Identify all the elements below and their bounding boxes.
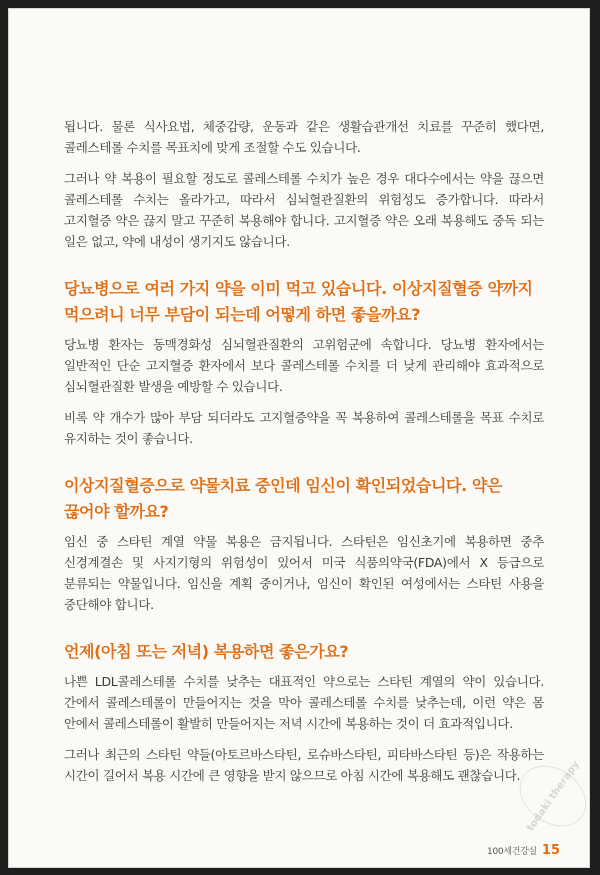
question-heading: 언제(아침 또는 저녁) 복용하면 좋은가요? xyxy=(64,642,349,661)
question-heading: 이상지질혈증으로 약물치료 중인데 임신이 확인되었습니다. 약은 끊어야 할까요? xyxy=(64,476,503,521)
watermark-stamp-text: todaki therapy xyxy=(524,758,582,834)
paragraph: 됩니다. 물론 식사요법, 체중감량, 운동과 같은 생활습관개선 치료를 꾸준히 했다면, 콜레스테롤 수치를 목표치에 맞게 조절할 수도 있습니다. xyxy=(64,119,544,155)
document-page xyxy=(8,8,590,868)
paragraph: 당뇨병 환자는 동맥경화성 심뇌혈관질환의 고위험군에 속합니다. 당뇨병 환자에서는 일반적인 단순 고지혈증 환자에서 보다 콜레스테롤 수치를 더 낮게 관리해야 효과적으로 심뇌혈관질환 발생을 예방할 수 있습니다. xyxy=(64,337,544,394)
page-footer xyxy=(487,843,560,858)
footer-label: 100세건강실 xyxy=(487,847,537,857)
section-diabetes-qa xyxy=(64,276,544,449)
paragraph: 그러나 약 복용이 필요할 정도로 콜레스테롤 수치가 높은 경우 대다수에서는 약을 끊으면 콜레스테롤 수치는 올라가고, 따라서 심뇌혈관질환의 위험성도 증가합니다. 따라서 고지혈증 약은 끊지 말고 꾸준히 복용해야 합니다. 고지혈증 약은 오래 복용해도 중독 되는 일은 없고, 약에 내성이 생기지도 않습니다. xyxy=(64,171,544,249)
section-intro xyxy=(64,116,544,252)
paragraph: 비록 약 개수가 많아 부담 되더라도 고지혈증약을 꼭 복용하여 콜레스테롤을 목표 수치로 유지하는 것이 좋습니다. xyxy=(64,410,544,446)
paragraph: 나쁜 LDL콜레스테롤 수치를 낮추는 대표적인 약으로는 스타틴 계열의 약이 있습니다. 간에서 콜레스테롤이 만들어지는 것을 막아 콜레스테롤 수치를 낮추는데, 이런 약은 몸 안에서 콜레스테롤이 활발히 만들어지는 저녁 시간에 복용하는 것이 더 효과적입니다. xyxy=(64,674,544,731)
section-timing-qa xyxy=(64,639,544,786)
section-pregnancy-qa xyxy=(64,473,544,615)
page-content xyxy=(64,116,544,796)
page-number: 15 xyxy=(541,843,560,858)
paragraph: 그러나 최근의 스타틴 약들(아토르바스타틴, 로슈바스타틴, 피타바스타틴 등)은 작용하는 시간이 길어서 복용 시간에 큰 영향을 받지 않으므로 아침 시간에 복용해도 괜찮습니다. xyxy=(64,747,544,783)
question-heading: 당뇨병으로 여러 가지 약을 이미 먹고 있습니다. 이상지질혈증 약까지 먹으려니 너무 부담이 되는데 어떻게 하면 좋을까요? xyxy=(64,279,533,324)
paragraph: 임신 중 스타틴 계열 약물 복용은 금지됩니다. 스타틴은 임신초기에 복용하면 중추 신경계결손 및 사지기형의 위험성이 있어서 미국 식품의약국(FDA)에서 X 등급으로 분류되는 약물입니다. 임신을 계획 중이거나, 임신이 확인된 여성에서는 스타틴 사용을 중단해야 합니다. xyxy=(64,534,544,612)
